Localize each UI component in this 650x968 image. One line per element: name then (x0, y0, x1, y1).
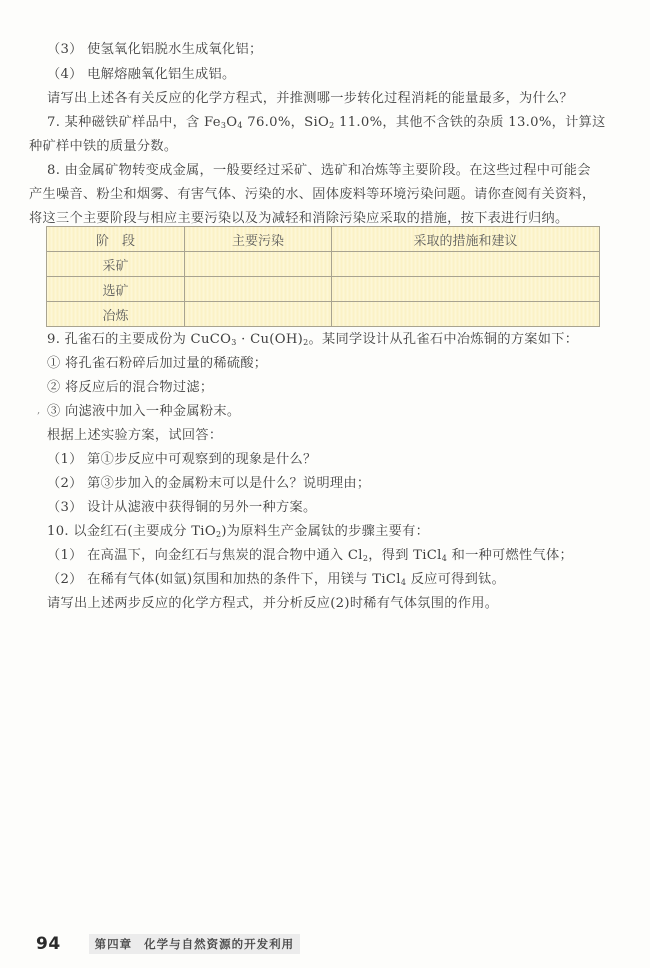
cell-stage: 采矿 (47, 252, 185, 277)
q9-step-2: ② 将反应后的混合物过滤； (47, 380, 214, 395)
cell-stage: 冶炼 (47, 302, 185, 327)
question-8-line-1: 8. 由金属矿物转变成金属，一般要经过采矿、选矿和冶炼等主要阶段。在这些过程中可能会 (47, 163, 591, 178)
q9-step-1: ① 将孔雀石粉碎后加过量的稀硫酸； (47, 356, 268, 371)
cell-pollution[interactable] (185, 252, 332, 277)
header-pollution: 主要污染 (185, 227, 332, 252)
cell-stage: 选矿 (47, 277, 185, 302)
cell-measures[interactable] (332, 302, 600, 327)
pollution-summary-table (46, 226, 600, 327)
table-row (47, 302, 600, 327)
cell-pollution[interactable] (185, 277, 332, 302)
cell-measures[interactable] (332, 277, 600, 302)
q9-ask: 根据上述实验方案，试回答： (47, 428, 223, 443)
q10-part-2: （2） 在稀有气体(如氩)氛围和加热的条件下，用镁与 TiCl$_4$ 反应可得到钛。 (47, 572, 506, 587)
q10-ask: 请写出上述两步反应的化学方程式，并分析反应(2)时稀有气体氛围的作用。 (47, 596, 499, 611)
table-header-row (47, 227, 600, 252)
question-9: 9. 孔雀石的主要成份为 CuCO$_3$ · $Cu(OH)_2$。某同学设计从孔雀石中冶炼铜的方案如下： (47, 332, 579, 347)
item-4-text: （4） 电解熔融氧化铝生成铝。 (47, 67, 236, 82)
q9-part-1: （1） 第①步反应中可观察到的现象是什么？ (47, 452, 317, 467)
question-7-continued: 种矿样中铁的质量分数。 (29, 139, 178, 154)
cell-pollution[interactable] (185, 302, 332, 327)
q10-part-1: （1） 在高温下，向金红石与焦炭的混合物中通入 $Cl_2$，得到 TiCl$_4$ 和一种可燃性气体； (47, 548, 573, 563)
cell-measures[interactable] (332, 252, 600, 277)
q6-prompt: 请写出上述各有关反应的化学方程式，并推测哪一步转化过程消耗的能量最多，为什么？ (47, 91, 574, 106)
question-7: 7. 某种磁铁矿样品中，含 $Fe_3O_4$ 76.0%，SiO$_2$ 11.0%，其他不含铁的杂质 13.0%，计算这 (47, 115, 606, 130)
table-row (47, 252, 600, 277)
page-footer (36, 934, 300, 954)
chapter-banner (89, 934, 301, 954)
page-number: 94 (36, 934, 61, 954)
question-8-line-2: 产生噪音、粉尘和烟雾、有害气体、污染的水、固体废料等环境污染问题。请你查阅有关资料， (29, 187, 596, 202)
stray-mark: , (37, 405, 41, 416)
question-8-line-3: 将这三个主要阶段与相应主要污染以及为减轻和消除污染应采取的措施，按下表进行归纳。 (29, 211, 569, 226)
header-stage: 阶 段 (47, 227, 185, 252)
chapter-title: 化学与自然资源的开发利用 (144, 937, 295, 951)
item-3-text: （3） 使氢氧化铝脱水生成氧化铝； (47, 42, 263, 57)
q9-step-3: ③ 向滤液中加入一种金属粉末。 (47, 404, 241, 419)
q9-part-3: （3） 设计从滤液中获得铜的另外一种方案。 (47, 500, 317, 515)
chapter-label: 第四章 (94, 937, 133, 951)
q9-part-2: （2） 第③步加入的金属粉末可以是什么？说明理由； (47, 476, 371, 491)
header-measures: 采取的措施和建议 (332, 227, 600, 252)
table-row (47, 277, 600, 302)
question-10: 10. 以金红石(主要成分 TiO$_2$)为原料生产金属钛的步骤主要有： (47, 524, 430, 539)
